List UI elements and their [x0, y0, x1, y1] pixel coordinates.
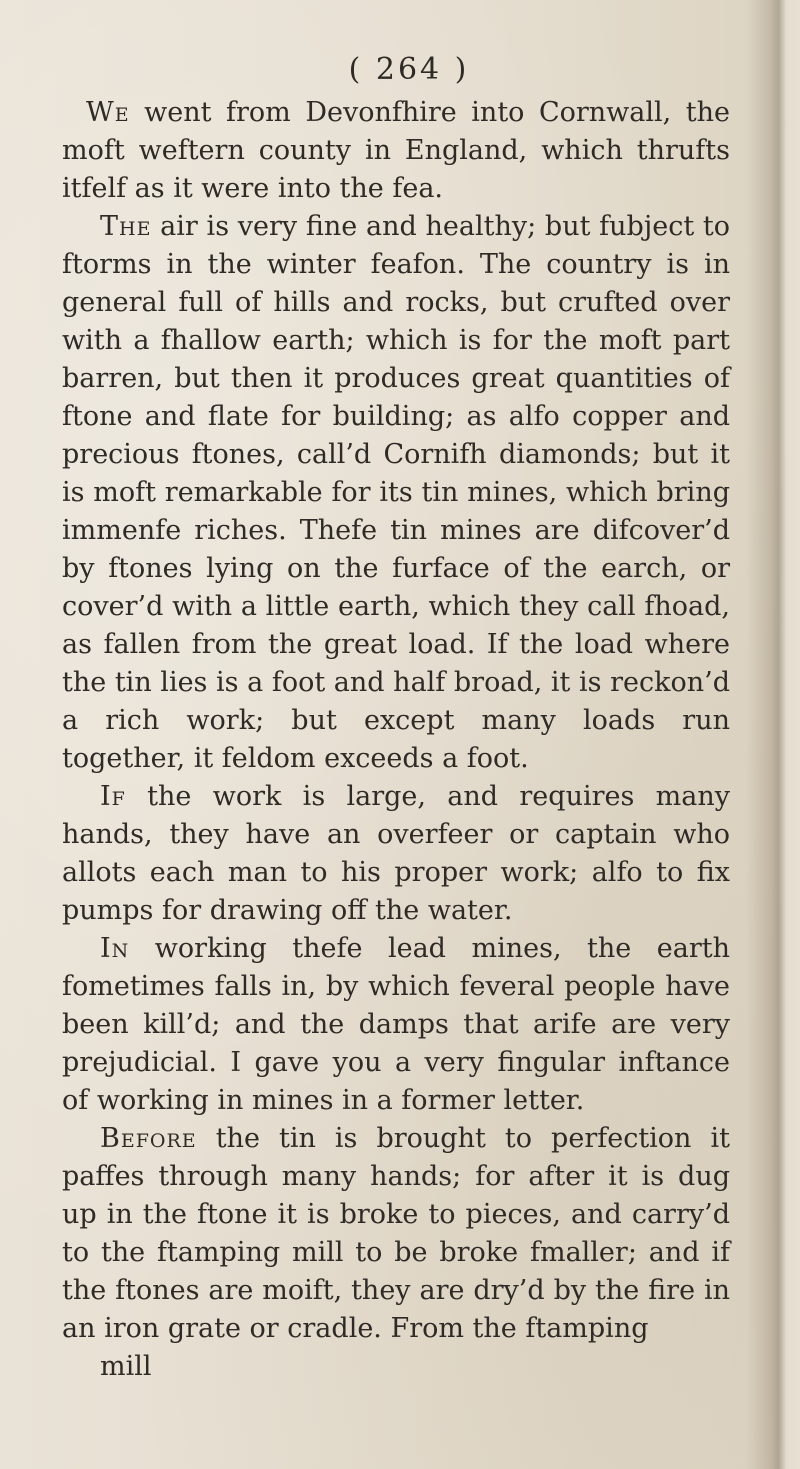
paragraph-text: air is very fine and healthy; but fubject to ftorms in the winter feafon. The country is in general full of hills and rocks, but crufted over with a fhallow earth; which is for the moft part barren, but then it produces great quantities of ftone and flate for building; as alfo copper and precious ftones, call’d Cornifh diamonds; but it is moft remarkable for its tin mines, which bring immenfe riches. Thefe tin mines are difcover’d by ftones lying on the furface of the earch, or cover’d with a little earth, which they call fhoad, as fallen from the great load. If the load where the tin lies is a foot and half broad, it is reckon’d a rich work; but except many loads run together, it feldom exceeds a foot. — [62, 211, 730, 774]
paragraph-lead-word: In — [100, 933, 130, 964]
page-edge-shadow — [746, 0, 800, 1469]
paragraph — [62, 778, 730, 930]
paragraph-text: the work is large, and requires many hands, they have an overfeer or captain who allots each man to his proper work; alfo to fix pumps for drawing off the water. — [62, 781, 730, 926]
paragraph — [62, 930, 730, 1120]
paragraph-lead-word: We — [86, 97, 130, 128]
paragraph-lead-word: If — [100, 781, 126, 812]
page-number: ( 264 ) — [348, 52, 470, 87]
paragraph-text: went from Devonfhire into Cornwall, the moft weftern county in England, which thrufts itfelf as it were into the fea. — [62, 97, 730, 204]
paragraph — [62, 1120, 730, 1348]
paragraph-lead-word: The — [100, 211, 152, 242]
paragraph — [62, 94, 730, 208]
paragraph-text: working thefe lead mines, the earth fometimes falls in, by which feveral people have been kill’d; and the damps that arife are very prejudicial. I gave you a very fingular inftance of working in mines in a former letter. — [62, 933, 730, 1116]
paragraph — [62, 208, 730, 778]
paragraph-text: the tin is brought to perfection it paffes through many hands; for after it is dug up in the ftone it is broke to pieces, and carry’d to the ftamping mill to be broke fmaller; and if the ftones are moift, they are dry’d by the fire in an iron grate or cradle. From the ftamping — [62, 1123, 730, 1344]
body-text — [62, 94, 730, 1386]
catchword: mill — [100, 1351, 152, 1382]
paragraph-lead-word: Before — [100, 1123, 197, 1154]
